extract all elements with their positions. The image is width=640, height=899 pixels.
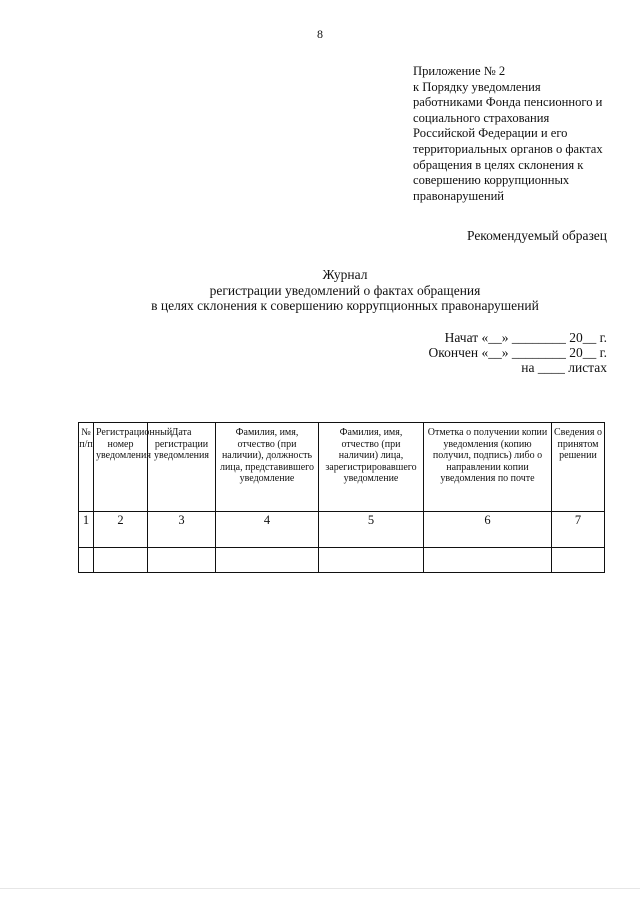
header-label: Отметка о получении копии уведомления (копию получил, подпись) либо о направлении копии уведомления по почте xyxy=(427,427,548,484)
appendix-line: Российской Федерации и его xyxy=(413,126,568,141)
column-number: 7 xyxy=(552,512,605,548)
appendix-line: Приложение № 2 xyxy=(413,64,506,78)
page-divider xyxy=(0,888,640,889)
column-number: 6 xyxy=(424,512,552,548)
header-decision xyxy=(552,423,605,512)
appendix-line: совершению коррупционных xyxy=(413,173,570,188)
header-registrar xyxy=(319,423,424,512)
title-line-3: в целях склонения к совершению коррупционных правонарушений xyxy=(151,298,539,313)
table-cell xyxy=(94,548,148,573)
journal-title xyxy=(110,267,580,314)
header-label: № п/п xyxy=(79,427,93,450)
column-number: 1 xyxy=(79,512,94,548)
header-label: Фамилия, имя, отчество (при наличии), должность лица, представившего уведомление xyxy=(219,427,315,484)
appendix-line: к Порядку уведомления xyxy=(413,79,541,94)
journal-meta xyxy=(429,330,608,375)
table-row xyxy=(79,548,605,573)
appendix-line: социального страхования xyxy=(413,110,550,125)
header-number xyxy=(79,423,94,512)
column-number: 4 xyxy=(216,512,319,548)
table-cell xyxy=(319,548,424,573)
table-cell xyxy=(216,548,319,573)
table-cell xyxy=(79,548,94,573)
sample-label: Рекомендуемый образец xyxy=(466,228,607,243)
header-label: Дата регистрации уведомления xyxy=(154,427,209,461)
appendix-block xyxy=(413,64,628,204)
table-cell xyxy=(148,548,216,573)
started-date: Начат «__» ________ 20__ г. xyxy=(444,330,607,345)
title-line-2: регистрации уведомлений о фактах обращения xyxy=(209,282,481,298)
table-row xyxy=(79,512,605,548)
header-submitter xyxy=(216,423,319,512)
appendix-line: работниками Фонда пенсионного и xyxy=(413,95,603,110)
header-label: Регистрационный номер уведомления xyxy=(96,427,173,461)
table-header-row xyxy=(79,423,605,512)
column-number: 3 xyxy=(148,512,216,548)
appendix-line: обращения в целях склонения к xyxy=(413,157,584,172)
column-number: 5 xyxy=(319,512,424,548)
ended-date: Окончен «__» ________ 20__ г. xyxy=(428,345,607,360)
header-label: Сведения о принятом решении xyxy=(554,427,602,461)
table-cell xyxy=(424,548,552,573)
journal-table xyxy=(78,422,605,573)
page-number: 8 xyxy=(317,27,323,41)
appendix-line: правонарушений xyxy=(413,188,505,203)
title-line-1: Журнал xyxy=(322,267,368,282)
appendix-line: территориальных органов о фактах xyxy=(413,141,603,156)
header-copy-mark xyxy=(424,423,552,512)
column-number: 2 xyxy=(94,512,148,548)
sheets-count: на ____ листах xyxy=(521,360,607,375)
header-reg-number xyxy=(94,423,173,512)
header-label: Фамилия, имя, отчество (при наличии) лица, зарегистрировавшего уведомление xyxy=(325,427,417,484)
table-cell xyxy=(552,548,605,573)
